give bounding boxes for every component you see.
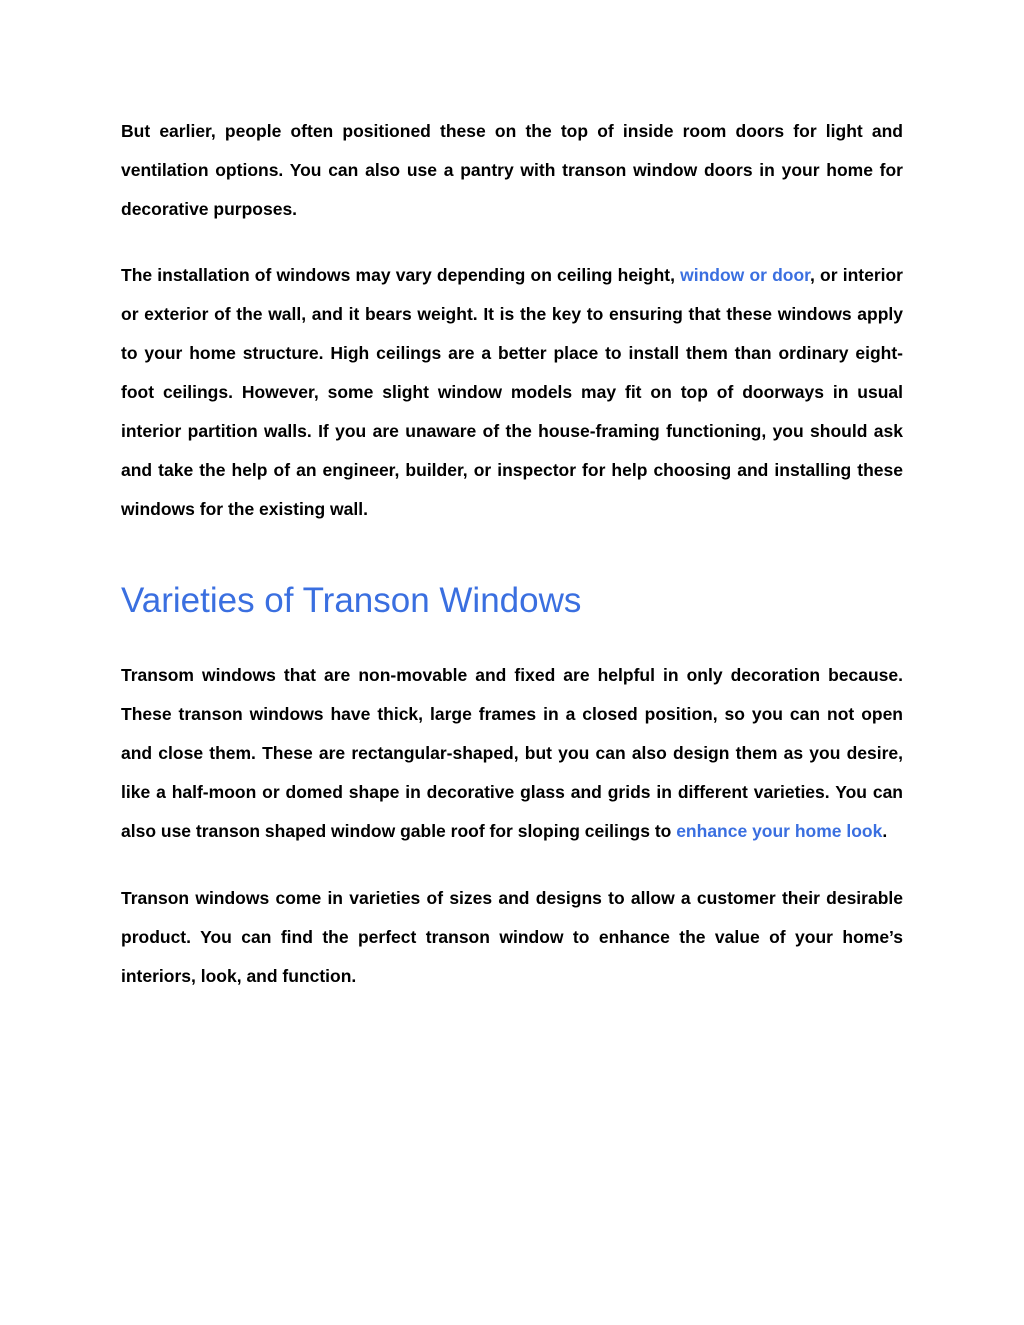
paragraph-sizes-designs bbox=[121, 879, 903, 996]
paragraph-ventilation bbox=[121, 112, 903, 229]
paragraph-text: Transom windows that are non-movable and fixed are helpful in only decoration because. These transon windows have thick, large frames in a closed position, so you can not open and close them. These are rectangular-shaped, but you can also design them as you desire, like a half-moon or domed shape in decorative glass and grids in different varieties. You can also use transon shaped window gable roof for sloping ceilings to bbox=[121, 665, 903, 841]
window-or-door-link[interactable]: window or door bbox=[680, 265, 811, 285]
paragraph-text: But earlier, people often positioned these on the top of inside room doors for light and ventilation options. You can also use a pantry with transon window doors in your home for decorative purposes. bbox=[121, 121, 903, 219]
section-heading: Varieties of Transon Windows bbox=[121, 581, 582, 620]
paragraph-text: Transon windows come in varieties of sizes and designs to allow a customer their desirable product. You can find the perfect transon window to enhance the value of your home’s interiors, look, and function. bbox=[121, 888, 903, 986]
paragraph-text: , or interior or exterior of the wall, and it bears weight. It is the key to ensuring that these windows apply to your home structure. High ceilings are a better place to install them than ordinary eight-foot ceilings. However, some slight window models may fit on top of doorways in usual interior partition walls. If you are unaware of the house-framing functioning, you should ask and take the help of an engineer, builder, or inspector for help choosing and installing these windows for the existing wall. bbox=[121, 265, 903, 519]
paragraph-text: . bbox=[882, 821, 888, 841]
document-page bbox=[121, 112, 903, 996]
paragraph-fixed-windows bbox=[121, 656, 903, 851]
paragraph-text: The installation of windows may vary depending on ceiling height, bbox=[121, 265, 681, 285]
paragraph-installation bbox=[121, 256, 903, 529]
enhance-home-look-link[interactable]: enhance your home look bbox=[676, 821, 883, 841]
